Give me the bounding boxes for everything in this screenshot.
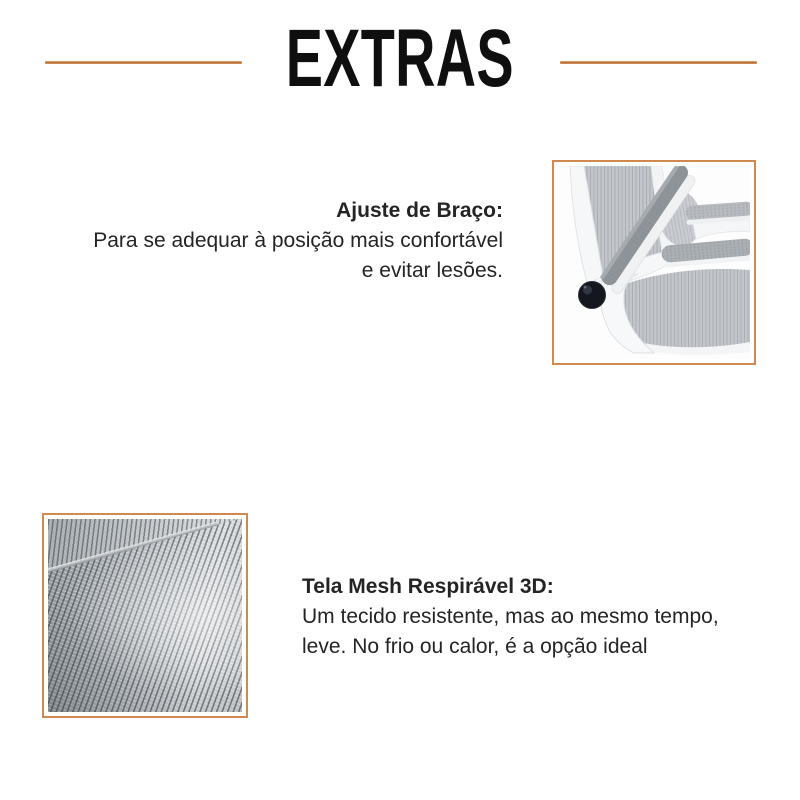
header-rule-right [560, 61, 757, 64]
page-title-text: EXTRAS [285, 13, 515, 104]
chair-armrest-image [558, 166, 750, 359]
arm-line-1: Para se adequar à posição mais confortável [93, 229, 503, 252]
arm-line-2: e evitar lesões. [361, 259, 503, 282]
adjustment-knob [579, 282, 606, 309]
mesh-light-overlay [48, 519, 242, 712]
page-title [0, 13, 800, 104]
chair-image-frame [552, 160, 756, 365]
arm-heading: Ajuste de Braço: [336, 199, 503, 222]
mesh-line-1: Um tecido resistente, mas ao mesmo tempo, [302, 605, 719, 628]
mesh-line-2: leve. No frio ou calor, é a opção ideal [302, 635, 648, 658]
section-mesh-text [302, 572, 719, 662]
section-arm-text [93, 196, 503, 286]
mesh-image-frame [42, 513, 248, 718]
mesh-heading: Tela Mesh Respirável 3D: [302, 575, 554, 598]
mesh-fabric-image [48, 519, 242, 712]
chair-illustration [558, 166, 750, 359]
